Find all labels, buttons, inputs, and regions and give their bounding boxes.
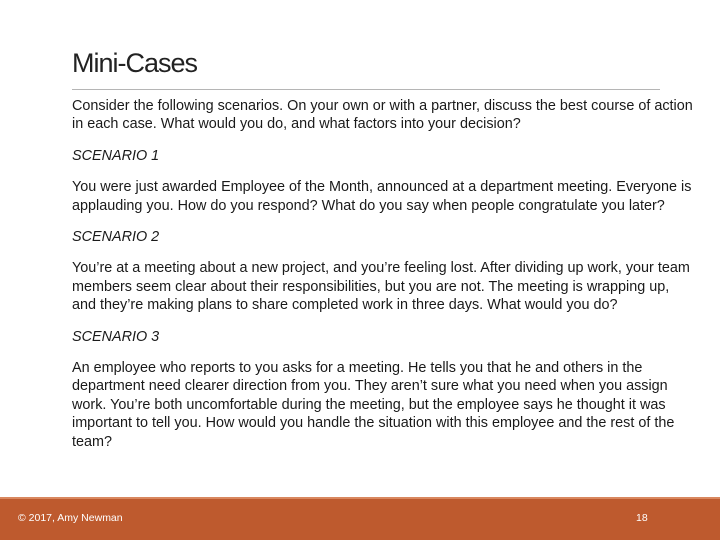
title-divider xyxy=(72,89,660,90)
slide-body xyxy=(72,97,697,464)
scenario-3-text: An employee who reports to you asks for a meeting. He tells you that he and others in the department need clearer direction from you. They aren’t sure what you need when you assign work. You’re both uncomfortable during the meeting, but the employee says he thought it was important to tell you. How would you handle the situation with this employee and the rest of the team? xyxy=(72,360,675,450)
scenario-3-heading: SCENARIO 3 xyxy=(72,328,160,345)
scenario-1-heading: SCENARIO 1 xyxy=(72,147,160,164)
copyright-text: © 2017, Amy Newman xyxy=(18,512,123,524)
footer-bar xyxy=(0,497,720,540)
slide-title: Mini-Cases xyxy=(72,48,198,78)
scenario-2-text: You’re at a meeting about a new project, and you’re feeling lost. After dividing up work, your team members seem clear about their responsibilities, but you are not. The meeting is wrapping up, and they’re making plans to share completed work in three days. What would you do? xyxy=(72,260,690,314)
scenario-2-heading: SCENARIO 2 xyxy=(72,229,160,246)
intro-text: Consider the following scenarios. On your own or with a partner, discuss the best course of action in each case. What would you do, and what factors into your decision? xyxy=(72,98,693,133)
scenario-1-text: You were just awarded Employee of the Month, announced at a department meeting. Everyone is applauding you. How do you respond? What do you say when people congratulate you later? xyxy=(72,179,692,214)
footer-accent-line xyxy=(0,497,720,499)
page-number: 18 xyxy=(636,512,648,524)
